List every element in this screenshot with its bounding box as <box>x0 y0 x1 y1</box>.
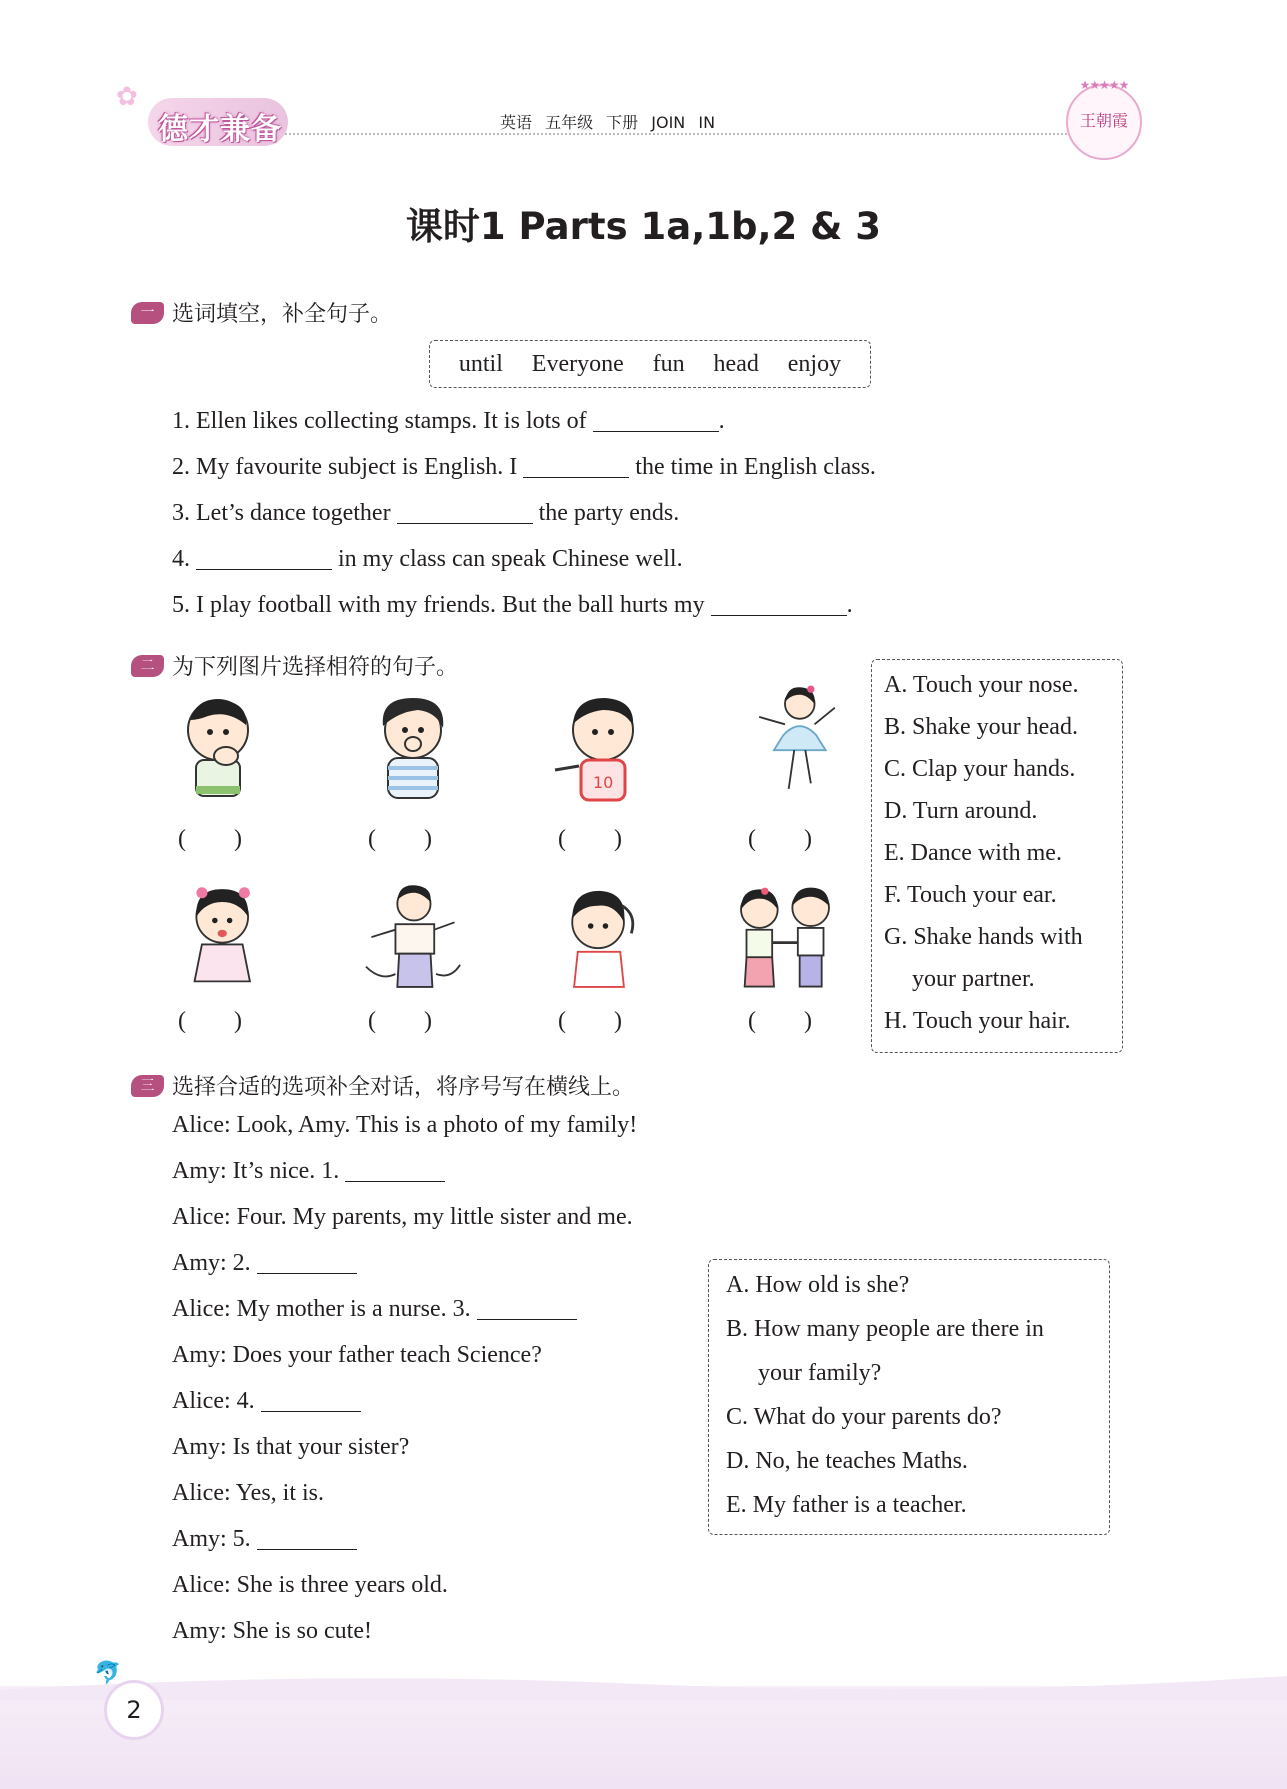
dialogue-line: Alice: Yes, it is. <box>172 1480 325 1506</box>
section-1-heading <box>131 297 392 328</box>
option-item: C. Clap your hands. <box>884 756 1076 782</box>
answer-blank[interactable] <box>397 501 533 524</box>
brand-text: 德才兼备 <box>158 112 282 147</box>
option-item: B. Shake your head. <box>884 714 1078 740</box>
option-item: A. Touch your nose. <box>884 672 1079 698</box>
word-bank-word: head <box>713 350 759 377</box>
answer-blank[interactable] <box>593 409 719 432</box>
girl-dancing-ballet-picture <box>742 680 852 800</box>
boy-touching-ear-picture <box>545 690 655 810</box>
answer-blank[interactable] <box>257 1251 357 1274</box>
dialogue-line: Alice: She is three years old. <box>172 1572 448 1598</box>
dolphin-icon: 🐬 <box>94 1660 122 1685</box>
word-bank-word: enjoy <box>787 350 842 377</box>
question-4 <box>172 546 683 573</box>
dialogue-line: Amy: 2. <box>172 1250 357 1277</box>
svg-text:10: 10 <box>593 773 614 792</box>
footer-wave <box>0 1660 1287 1700</box>
answer-parentheses[interactable]: ( ) <box>748 826 812 852</box>
question-text: . <box>846 592 853 618</box>
answer-blank[interactable] <box>261 1389 361 1412</box>
answer-blank[interactable] <box>477 1297 577 1320</box>
answer-parentheses[interactable]: ( ) <box>368 826 432 852</box>
option-item: B. How many people are there in <box>726 1316 1044 1342</box>
page-title: 课时1 Parts 1a,1b,2 & 3 <box>405 205 882 248</box>
question-text: 1. Ellen likes collecting stamps. It is lots of <box>172 408 593 434</box>
dialogue-line: Amy: She is so cute! <box>172 1618 372 1644</box>
palm-tree-icon: ✿ <box>116 82 138 111</box>
answer-parentheses[interactable]: ( ) <box>178 1008 242 1034</box>
dialogue-line: Alice: 4. <box>172 1388 361 1415</box>
dialogue-line: Amy: It’s nice. 1. <box>172 1158 445 1185</box>
answer-parentheses[interactable]: ( ) <box>558 1008 622 1034</box>
section-1-heading-text: 选词填空，补全句子。 <box>172 302 393 327</box>
answer-blank[interactable] <box>257 1527 357 1550</box>
question-3 <box>172 500 679 527</box>
question-text: 4. <box>172 546 196 572</box>
option-item: E. My father is a teacher. <box>726 1492 967 1518</box>
option-item: H. Touch your hair. <box>884 1008 1071 1034</box>
question-text: the time in English class. <box>629 454 876 480</box>
section-3-heading <box>131 1070 634 1101</box>
option-item-continued: your family? <box>758 1360 882 1386</box>
answer-blank[interactable] <box>196 547 332 570</box>
header-divider <box>285 133 1127 135</box>
section-1-badge: 一 <box>131 302 164 324</box>
word-bank-word: Everyone <box>531 350 624 377</box>
answer-parentheses[interactable]: ( ) <box>368 1008 432 1034</box>
question-text: . <box>718 408 725 434</box>
question-text: in my class can speak Chinese well. <box>332 546 683 572</box>
question-text: 2. My favourite subject is English. I <box>172 454 524 480</box>
seal-stars-icon: ★★★★★ <box>1079 78 1129 92</box>
option-item: G. Shake hands with <box>884 924 1083 950</box>
word-bank <box>429 340 871 388</box>
boy-touching-nose-picture <box>358 690 468 810</box>
option-item: D. Turn around. <box>884 798 1038 824</box>
option-item: A. How old is she? <box>726 1272 910 1298</box>
answer-blank[interactable] <box>345 1159 445 1182</box>
dialogue-line: Alice: Four. My parents, my little sister and me. <box>172 1204 633 1230</box>
children-shaking-hands-picture <box>730 878 840 998</box>
page-number: 2 <box>104 1680 164 1740</box>
word-bank-word: fun <box>652 350 685 377</box>
question-1 <box>172 408 725 435</box>
girl-shaking-head-picture <box>170 878 280 998</box>
question-5 <box>172 592 853 619</box>
option-item: F. Touch your ear. <box>884 882 1057 908</box>
answer-parentheses[interactable]: ( ) <box>748 1008 812 1034</box>
answer-parentheses[interactable]: ( ) <box>558 826 622 852</box>
section-3-heading-text: 选择合适的选项补全对话，将序号写在横线上。 <box>172 1075 635 1100</box>
dialogue-line: Amy: Does your father teach Science? <box>172 1342 542 1368</box>
boy-clapping-hands-picture <box>168 690 278 810</box>
seal-text: 王朝霞 <box>1079 111 1128 130</box>
word-bank-word: until <box>458 350 503 377</box>
author-seal <box>1066 78 1142 160</box>
answer-parentheses[interactable]: ( ) <box>178 826 242 852</box>
dialogue-line: Alice: My mother is a nurse. 3. <box>172 1296 577 1323</box>
question-text: 5. I play football with my friends. But the ball hurts my <box>172 592 711 618</box>
option-item: C. What do your parents do? <box>726 1404 1002 1430</box>
dialogue-line: Amy: Is that your sister? <box>172 1434 410 1460</box>
option-item: E. Dance with me. <box>884 840 1062 866</box>
series-label: 英语 五年级 下册 JOIN IN <box>500 113 716 132</box>
answer-blank[interactable] <box>523 455 629 478</box>
section-2-heading <box>131 650 458 681</box>
footer-band <box>0 1686 1287 1789</box>
dialogue-line: Amy: 5. <box>172 1526 357 1553</box>
section-2-badge: 二 <box>131 655 164 677</box>
question-2 <box>172 454 876 481</box>
girl-touching-hair-picture <box>544 878 654 998</box>
section-3-badge: 三 <box>131 1075 164 1097</box>
answer-blank[interactable] <box>711 593 847 616</box>
option-item: D. No, he teaches Maths. <box>726 1448 968 1474</box>
brand-logo <box>148 98 288 146</box>
section-2-heading-text: 为下列图片选择相符的句子。 <box>172 655 459 680</box>
option-item-continued: your partner. <box>912 966 1035 992</box>
boy-turning-around-picture <box>358 878 468 998</box>
question-text: the party ends. <box>532 500 680 526</box>
question-text: 3. Let’s dance together <box>172 500 397 526</box>
dialogue-line: Alice: Look, Amy. This is a photo of my family! <box>172 1112 638 1138</box>
